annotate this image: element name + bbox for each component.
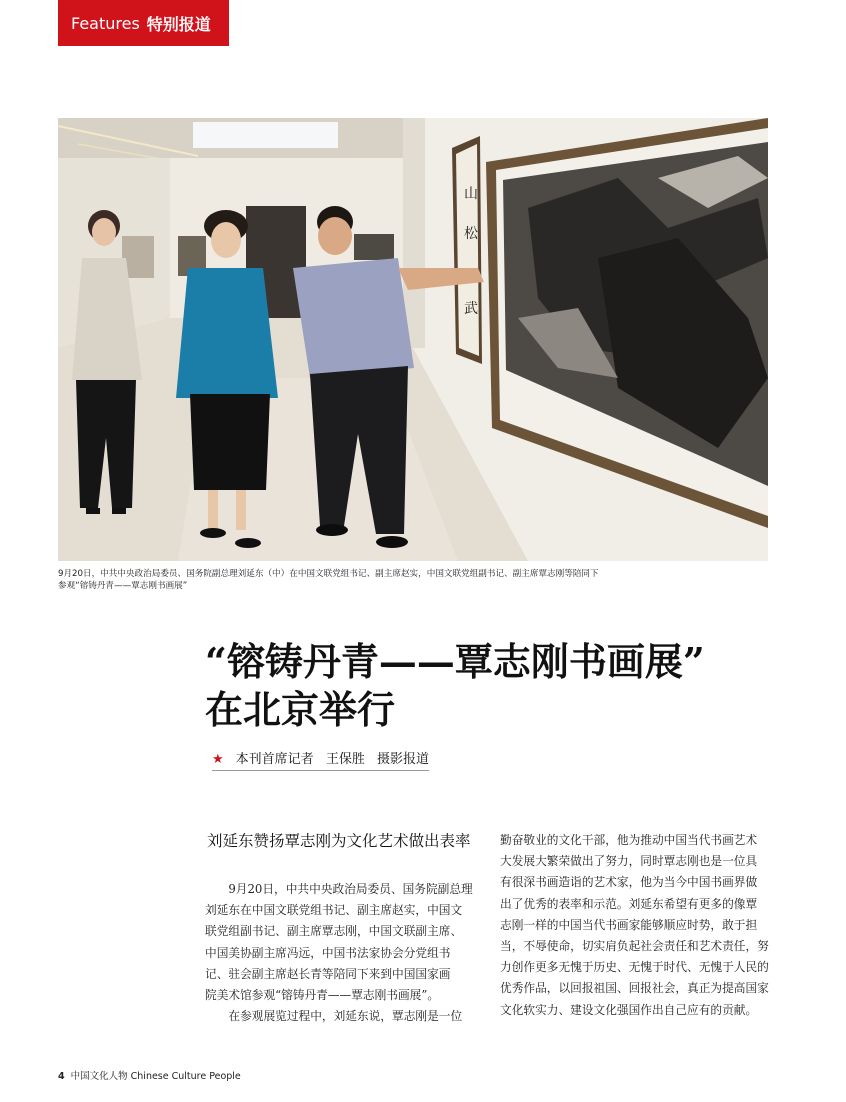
byline — [212, 748, 429, 771]
byline-author: 王保胜 — [325, 752, 365, 767]
article-column-2 — [500, 830, 770, 1021]
text-line: 优秀作品，以回报祖国、回报社会，真正为提高国家 — [500, 981, 769, 996]
text-line: 志刚一样的中国当代书画家能够顺应时势，敢于担 — [500, 917, 758, 932]
article-subhead: 刘延东赞扬覃志刚为文化艺术做出表率 — [207, 832, 471, 850]
svg-text:松: 松 — [464, 226, 478, 242]
byline-action: 摄影报道 — [376, 752, 429, 767]
headline-line-1: “镕铸丹青——覃志刚书画展” — [205, 639, 705, 684]
text-line: 文化软实力、建设文化强国作出自己应有的贡献。 — [500, 1002, 758, 1017]
caption-line: 9月20日，中共中央政治局委员、国务院副总理刘延东（中）在中国文联党组书记、副主席赵实，中国文联党组副书记、副主席覃志刚等陪同下 — [58, 569, 599, 579]
byline-role: 本刊首席记者 — [235, 752, 314, 767]
gallery-photo — [58, 118, 768, 561]
page-number: 4 — [58, 1071, 65, 1082]
column-text — [205, 879, 475, 1027]
text-line: 记、驻会副主席赵长青等陪同下来到中国国家画 — [205, 966, 451, 981]
text-line: 力创作更多无愧于历史、无愧于时代、无愧于人民的 — [500, 960, 769, 975]
article-headline — [205, 638, 765, 734]
text-line: 当，不辱使命，切实肩负起社会责任和艺术责任，努 — [500, 939, 769, 954]
text-line: 中国美协副主席冯远，中国书法家协会分党组书 — [205, 945, 451, 960]
section-tag-en: Features — [71, 13, 140, 33]
column-text — [500, 830, 770, 1021]
text-line: 刘延东在中国文联党组书记、副主席赵实，中国文 — [205, 903, 463, 918]
text-line: 勤奋敬业的文化干部，他为推动中国当代书画艺术 — [500, 833, 758, 847]
text-line: 在参观展览过程中，刘延东说，覃志刚是一位 — [205, 1009, 463, 1024]
page-footer — [58, 1068, 241, 1082]
text-line: 出了优秀的表率和示范。刘延东希望有更多的像覃 — [500, 896, 758, 911]
headline-line-2: 在北京举行 — [205, 687, 396, 732]
text-line: 院美术馆参观“镕铸丹青——覃志刚书画展”。 — [205, 988, 440, 1003]
section-tag-cn: 特别报道 — [146, 14, 211, 34]
caption-line: 参观“镕铸丹青——覃志刚书画展” — [58, 581, 188, 591]
section-tag — [58, 0, 229, 46]
text-line: 有很深书画造诣的艺术家，他为当今中国书画界做 — [500, 875, 758, 890]
photo-caption — [58, 568, 778, 592]
star-icon: ★ — [212, 752, 224, 767]
text-line: 联党组副书记、副主席覃志刚，中国文联副主席、 — [205, 924, 463, 939]
text-line: 大发展大繁荣做出了努力，同时覃志刚也是一位具 — [500, 854, 758, 869]
text-line: 9月20日，中共中央政治局委员、国务院副总理 — [205, 882, 473, 896]
article-column-1 — [205, 830, 475, 1027]
magazine-name: 中国文化人物 Chinese Culture People — [70, 1071, 241, 1082]
svg-text:山: 山 — [464, 186, 478, 202]
svg-text:武: 武 — [464, 301, 478, 317]
